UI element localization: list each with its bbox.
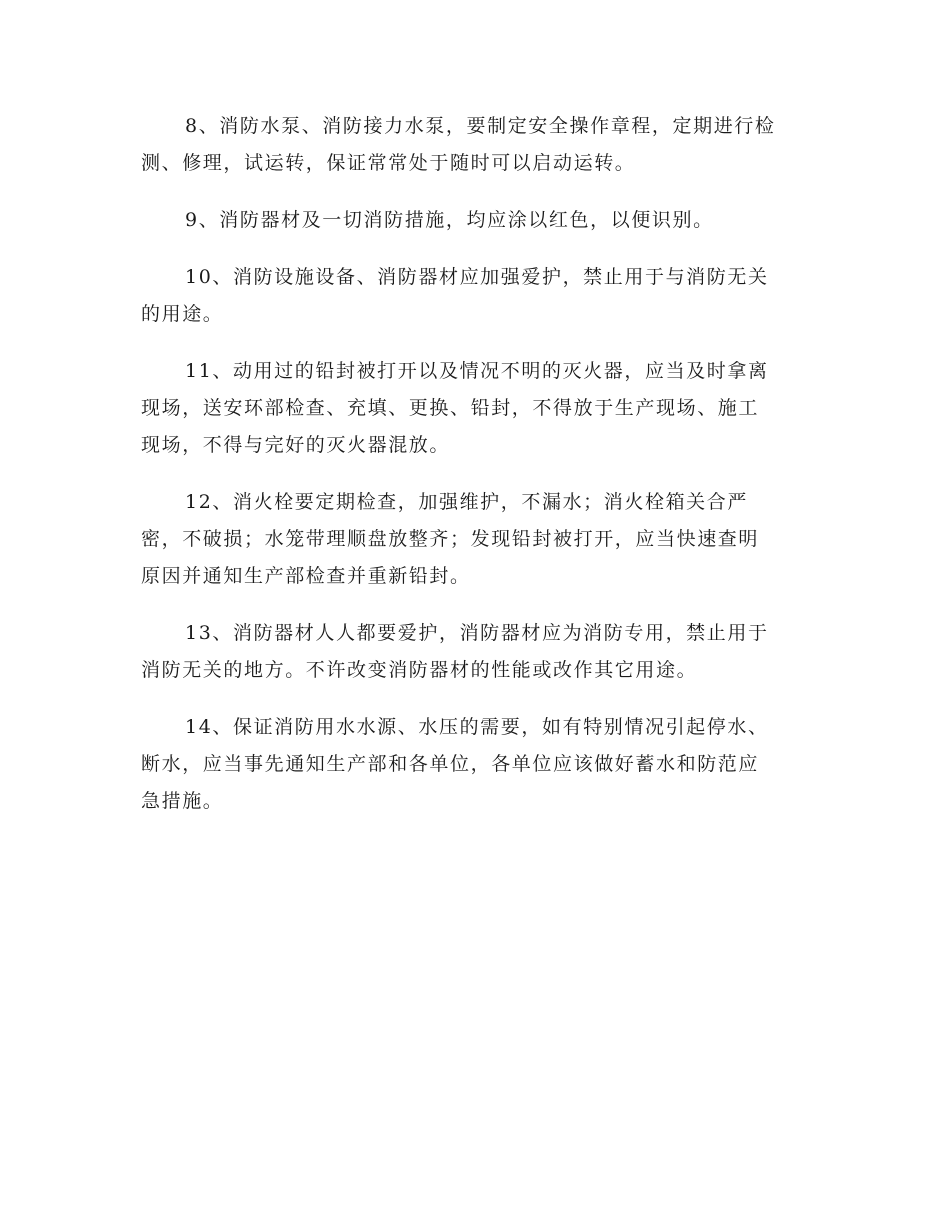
paragraph-line: 8、消防水泵、消防接力水泵，要制定安全操作章程，定期进行检 — [185, 115, 776, 137]
paragraph-line: 12、消火栓要定期检查，加强维护，不漏水；消火栓箱关合严 — [185, 491, 748, 513]
document-body — [141, 108, 813, 840]
paragraph-line: 的用途。 — [141, 303, 224, 325]
paragraph-line: 消防无关的地方。不许改变消防器材的性能或改作其它用途。 — [141, 659, 698, 681]
paragraph-item-10 — [141, 259, 813, 333]
paragraph-line: 9、消防器材及一切消防措施，均应涂以红色，以便识别。 — [185, 209, 714, 231]
paragraph-line: 断水，应当事先通知生产部和各单位，各单位应该做好蓄水和防范应 — [141, 753, 760, 775]
paragraph-item-8 — [141, 108, 813, 182]
paragraph-line: 11、动用过的铅封被打开以及情况不明的灭火器，应当及时拿离 — [185, 360, 769, 382]
paragraph-item-14 — [141, 709, 813, 820]
paragraph-line: 10、消防设施设备、消防器材应加强爱护，禁止用于与消防无关 — [185, 266, 769, 288]
paragraph-line: 急措施。 — [141, 790, 224, 812]
paragraph-item-9 — [141, 202, 813, 239]
paragraph-line: 现场，不得与完好的灭火器混放。 — [141, 434, 451, 456]
paragraph-line: 密，不破损；水笼带理顺盘放整齐；发现铅封被打开，应当快速查明 — [141, 528, 760, 550]
paragraph-item-12 — [141, 484, 813, 595]
paragraph-line: 13、消防器材人人都要爱护，消防器材应为消防专用，禁止用于 — [185, 622, 769, 644]
paragraph-item-11 — [141, 353, 813, 464]
paragraph-line: 测、修理，试运转，保证常常处于随时可以启动运转。 — [141, 152, 636, 174]
paragraph-line: 原因并通知生产部检查并重新铅封。 — [141, 565, 471, 587]
paragraph-item-13 — [141, 615, 813, 689]
paragraph-line: 14、保证消防用水水源、水压的需要，如有特别情况引起停水、 — [185, 716, 769, 738]
paragraph-line: 现场，送安环部检查、充填、更换、铅封，不得放于生产现场、施工 — [141, 397, 760, 419]
